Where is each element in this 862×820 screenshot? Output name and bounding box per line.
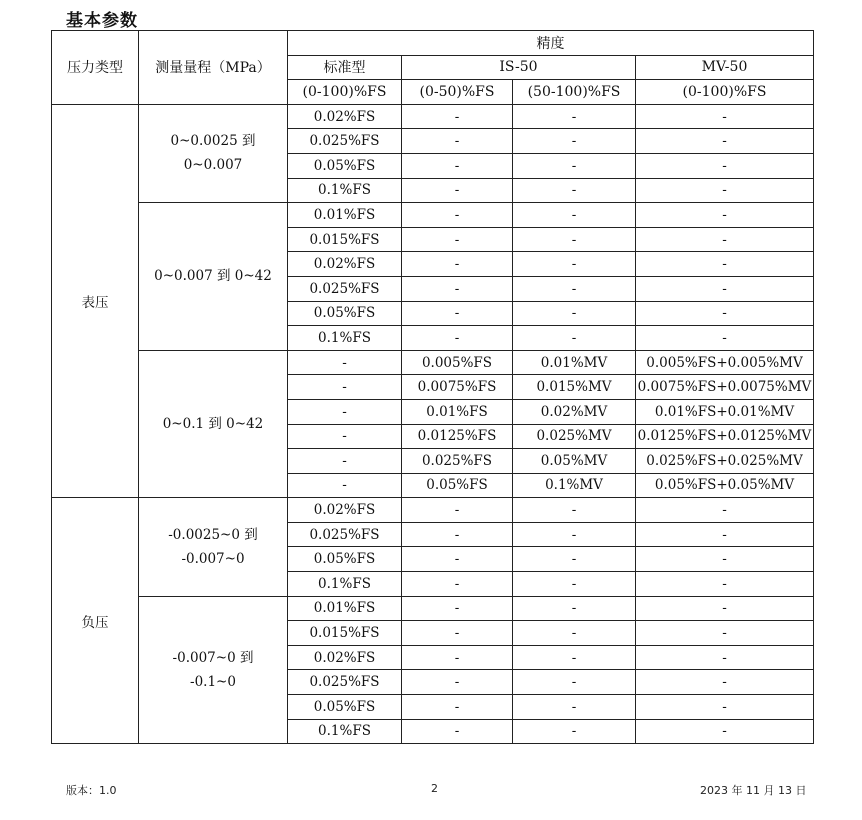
header-standard: 标准型 bbox=[288, 55, 402, 80]
mv50-value: - bbox=[636, 498, 814, 523]
standard-value: 0.02%FS bbox=[288, 498, 402, 523]
mv50-value: - bbox=[636, 596, 814, 621]
mv50-value: - bbox=[636, 326, 814, 351]
range-cell bbox=[139, 596, 288, 744]
subheader-mv50: (0-100)%FS bbox=[636, 80, 814, 105]
standard-value: 0.1%FS bbox=[288, 326, 402, 351]
standard-value: - bbox=[288, 399, 402, 424]
is50-low-value: - bbox=[402, 645, 513, 670]
is50-high-value: 0.1%MV bbox=[513, 473, 636, 498]
standard-value: 0.02%FS bbox=[288, 252, 402, 277]
mv50-value: - bbox=[636, 104, 814, 129]
standard-value: 0.015%FS bbox=[288, 227, 402, 252]
is50-low-value: 0.025%FS bbox=[402, 449, 513, 474]
is50-high-value: - bbox=[513, 301, 636, 326]
is50-high-value: 0.015%MV bbox=[513, 375, 636, 400]
standard-value: 0.01%FS bbox=[288, 203, 402, 228]
is50-low-value: - bbox=[402, 178, 513, 203]
header-range: 测量量程（MPa） bbox=[139, 31, 288, 105]
parameter-table bbox=[51, 30, 814, 744]
range-label-line: -0.1~0 bbox=[190, 673, 236, 690]
header-is50: IS-50 bbox=[402, 55, 636, 80]
range-label-line: 0~0.007 到 0~42 bbox=[154, 268, 272, 285]
subheader-is50-high: (50-100)%FS bbox=[513, 80, 636, 105]
is50-low-value: - bbox=[402, 670, 513, 695]
mv50-value: 0.01%FS+0.01%MV bbox=[636, 399, 814, 424]
is50-high-value: - bbox=[513, 252, 636, 277]
table-row bbox=[52, 498, 814, 523]
is50-low-value: - bbox=[402, 153, 513, 178]
header-pressure-type: 压力类型 bbox=[52, 31, 139, 105]
range-label-line: -0.0025~0 到 bbox=[168, 526, 258, 543]
mv50-value: - bbox=[636, 178, 814, 203]
standard-value: 0.1%FS bbox=[288, 178, 402, 203]
is50-high-value: 0.025%MV bbox=[513, 424, 636, 449]
is50-low-value: - bbox=[402, 276, 513, 301]
is50-low-value: - bbox=[402, 596, 513, 621]
pressure-type-cell: 负压 bbox=[52, 498, 139, 744]
standard-value: 0.02%FS bbox=[288, 645, 402, 670]
standard-value: 0.05%FS bbox=[288, 695, 402, 720]
standard-value: 0.05%FS bbox=[288, 547, 402, 572]
mv50-value: 0.05%FS+0.05%MV bbox=[636, 473, 814, 498]
subheader-is50-low: (0-50)%FS bbox=[402, 80, 513, 105]
is50-low-value: - bbox=[402, 547, 513, 572]
is50-high-value: - bbox=[513, 227, 636, 252]
is50-low-value: - bbox=[402, 203, 513, 228]
header-mv50: MV-50 bbox=[636, 55, 814, 80]
mv50-value: - bbox=[636, 572, 814, 597]
is50-low-value: - bbox=[402, 129, 513, 154]
is50-low-value: 0.005%FS bbox=[402, 350, 513, 375]
standard-value: 0.01%FS bbox=[288, 596, 402, 621]
mv50-value: 0.0125%FS+0.0125%MV bbox=[636, 424, 814, 449]
is50-high-value: - bbox=[513, 178, 636, 203]
mv50-value: - bbox=[636, 276, 814, 301]
is50-high-value: - bbox=[513, 621, 636, 646]
is50-high-value: - bbox=[513, 153, 636, 178]
is50-low-value: 0.05%FS bbox=[402, 473, 513, 498]
standard-value: 0.05%FS bbox=[288, 153, 402, 178]
is50-high-value: - bbox=[513, 596, 636, 621]
is50-high-value: - bbox=[513, 670, 636, 695]
page-title: 基本参数 bbox=[66, 11, 138, 31]
range-label-line: -0.007~0 bbox=[181, 550, 245, 567]
table-header bbox=[52, 31, 814, 105]
standard-value: 0.025%FS bbox=[288, 129, 402, 154]
range-label-line: 0~0.007 bbox=[183, 157, 243, 174]
is50-high-value: - bbox=[513, 645, 636, 670]
subheader-standard: (0-100)%FS bbox=[288, 80, 402, 105]
is50-high-value: - bbox=[513, 498, 636, 523]
is50-low-value: 0.01%FS bbox=[402, 399, 513, 424]
standard-value: - bbox=[288, 350, 402, 375]
mv50-value: 0.025%FS+0.025%MV bbox=[636, 449, 814, 474]
mv50-value: - bbox=[636, 203, 814, 228]
standard-value: - bbox=[288, 375, 402, 400]
is50-high-value: - bbox=[513, 203, 636, 228]
mv50-value: - bbox=[636, 301, 814, 326]
standard-value: 0.025%FS bbox=[288, 670, 402, 695]
is50-high-value: - bbox=[513, 129, 636, 154]
standard-value: 0.05%FS bbox=[288, 301, 402, 326]
standard-value: 0.1%FS bbox=[288, 572, 402, 597]
is50-high-value: - bbox=[513, 572, 636, 597]
range-cell bbox=[139, 350, 288, 498]
mv50-value: - bbox=[636, 719, 814, 744]
is50-high-value: - bbox=[513, 104, 636, 129]
is50-high-value: - bbox=[513, 719, 636, 744]
is50-high-value: - bbox=[513, 276, 636, 301]
standard-value: - bbox=[288, 473, 402, 498]
table-body bbox=[52, 104, 814, 743]
is50-low-value: - bbox=[402, 572, 513, 597]
is50-low-value: - bbox=[402, 326, 513, 351]
mv50-value: - bbox=[636, 621, 814, 646]
is50-high-value: - bbox=[513, 695, 636, 720]
is50-low-value: 0.0075%FS bbox=[402, 375, 513, 400]
range-label-line: -0.007~0 到 bbox=[172, 649, 254, 666]
mv50-value: - bbox=[636, 645, 814, 670]
mv50-value: 0.0075%FS+0.0075%MV bbox=[636, 375, 814, 400]
is50-low-value: - bbox=[402, 301, 513, 326]
standard-value: 0.025%FS bbox=[288, 522, 402, 547]
mv50-value: - bbox=[636, 547, 814, 572]
is50-high-value: - bbox=[513, 547, 636, 572]
mv50-value: - bbox=[636, 129, 814, 154]
range-cell bbox=[139, 498, 288, 596]
is50-low-value: - bbox=[402, 498, 513, 523]
mv50-value: - bbox=[636, 252, 814, 277]
footer-page-number: 2 bbox=[431, 782, 438, 795]
is50-low-value: - bbox=[402, 522, 513, 547]
standard-value: - bbox=[288, 449, 402, 474]
is50-low-value: - bbox=[402, 227, 513, 252]
mv50-value: - bbox=[636, 670, 814, 695]
is50-high-value: 0.05%MV bbox=[513, 449, 636, 474]
is50-low-value: 0.0125%FS bbox=[402, 424, 513, 449]
is50-high-value: 0.01%MV bbox=[513, 350, 636, 375]
is50-low-value: - bbox=[402, 252, 513, 277]
standard-value: 0.015%FS bbox=[288, 621, 402, 646]
mv50-value: - bbox=[636, 153, 814, 178]
is50-low-value: - bbox=[402, 695, 513, 720]
table-row bbox=[52, 104, 814, 129]
header-accuracy: 精度 bbox=[288, 31, 814, 56]
range-cell bbox=[139, 203, 288, 351]
range-label-line: 0~0.1 到 0~42 bbox=[162, 416, 264, 432]
mv50-value: - bbox=[636, 227, 814, 252]
is50-low-value: - bbox=[402, 621, 513, 646]
range-label-line: 0~0.0025 到 bbox=[170, 133, 256, 150]
is50-high-value: - bbox=[513, 326, 636, 351]
pressure-type-cell: 表压 bbox=[52, 104, 139, 498]
standard-value: - bbox=[288, 424, 402, 449]
is50-high-value: - bbox=[513, 522, 636, 547]
footer-date: 2023 年 11 月 13 日 bbox=[700, 784, 807, 797]
table-row bbox=[52, 596, 814, 621]
mv50-value: - bbox=[636, 695, 814, 720]
range-cell bbox=[139, 104, 288, 202]
table-row bbox=[52, 203, 814, 228]
footer-version: 版本：1.0 bbox=[66, 784, 117, 797]
standard-value: 0.1%FS bbox=[288, 719, 402, 744]
standard-value: 0.02%FS bbox=[288, 104, 402, 129]
mv50-value: 0.005%FS+0.005%MV bbox=[636, 350, 814, 375]
standard-value: 0.025%FS bbox=[288, 276, 402, 301]
table-row bbox=[52, 350, 814, 375]
is50-low-value: - bbox=[402, 719, 513, 744]
mv50-value: - bbox=[636, 522, 814, 547]
is50-low-value: - bbox=[402, 104, 513, 129]
is50-high-value: 0.02%MV bbox=[513, 399, 636, 424]
